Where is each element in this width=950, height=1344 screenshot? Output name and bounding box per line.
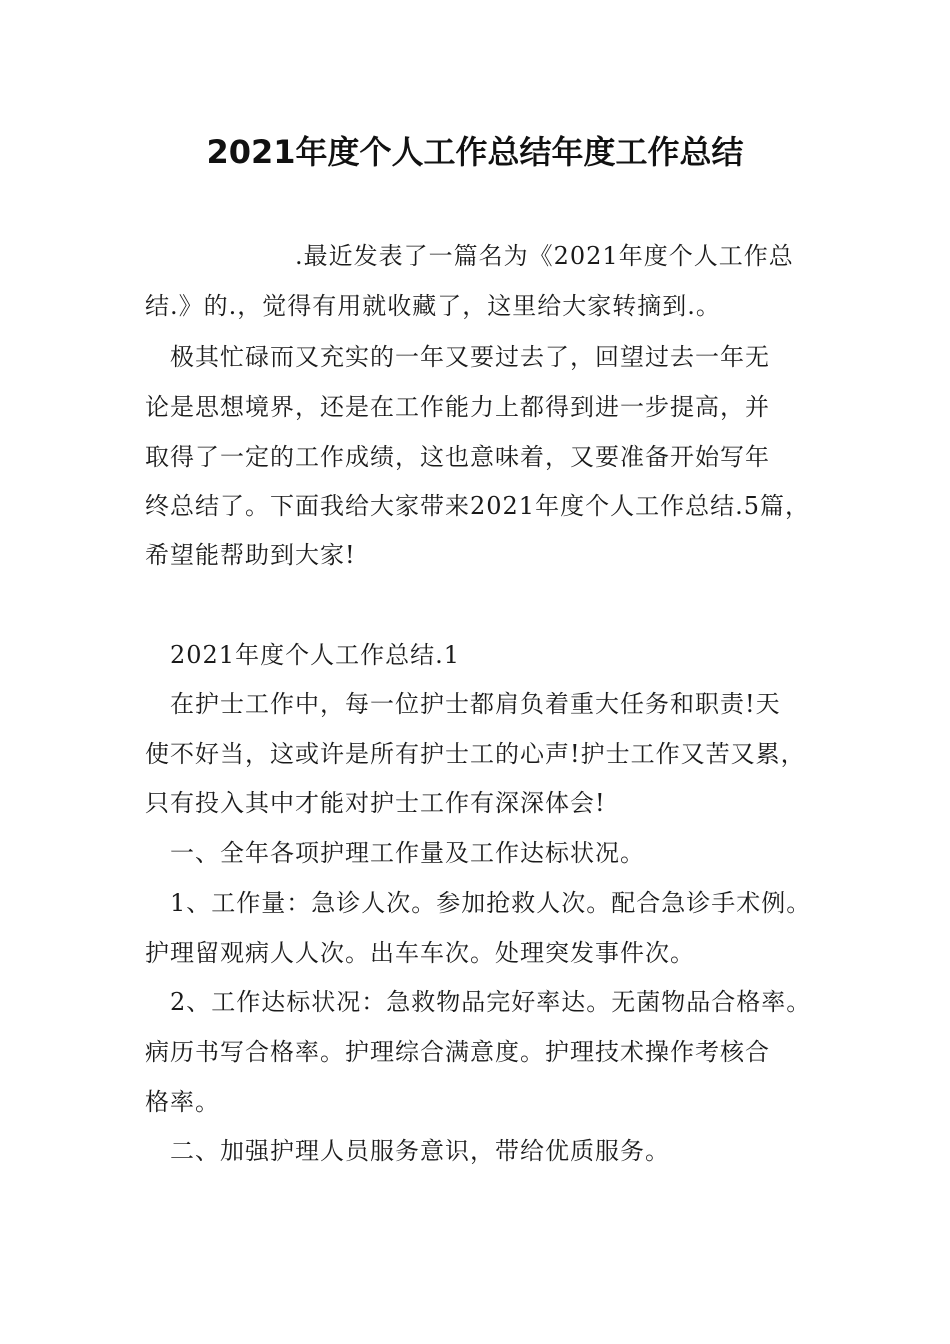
- intro-line-2: 结.》的.，觉得有用就收藏了，这里给大家转摘到.。: [145, 292, 721, 320]
- body-line: 2、工作达标状况：急救物品完好率达。无菌物品合格率。: [145, 988, 812, 1016]
- body-line: 病历书写合格率。护理综合满意度。护理技术操作考核合: [145, 1038, 770, 1066]
- body-line: 格率。: [145, 1088, 220, 1116]
- body-line: 二、加强护理人员服务意识，带给优质服务。: [145, 1137, 670, 1165]
- section-heading: 2021年度个人工作总结.1: [145, 641, 460, 669]
- body-line: 终总结了。下面我给大家带来2021年度个人工作总结.5篇，: [145, 492, 810, 520]
- body-line: 论是思想境界，还是在工作能力上都得到进一步提高，并: [145, 393, 770, 421]
- body-line: 在护士工作中，每一位护士都肩负着重大任务和职责!天: [145, 690, 781, 718]
- document-title: 2021年度个人工作总结年度工作总结: [206, 133, 744, 171]
- body-line: 极其忙碌而又充实的一年又要过去了，回望过去一年无: [145, 343, 770, 371]
- body-line: 使不好当，这或许是所有护士工的心声!护士工作又苦又累，: [145, 740, 806, 768]
- body-line: 一、全年各项护理工作量及工作达标状况。: [145, 839, 645, 867]
- body-line: 希望能帮助到大家!: [145, 541, 356, 569]
- intro-line-1: .最近发表了一篇名为《2021年度个人工作总: [145, 242, 794, 270]
- body-line: 护理留观病人人次。出车车次。处理突发事件次。: [145, 939, 695, 967]
- body-line: 取得了一定的工作成绩，这也意味着，又要准备开始写年: [145, 443, 770, 471]
- body-line: 1、工作量：急诊人次。参加抢救人次。配合急诊手术例。: [145, 889, 812, 917]
- body-line: 只有投入其中才能对护士工作有深深体会!: [145, 789, 606, 817]
